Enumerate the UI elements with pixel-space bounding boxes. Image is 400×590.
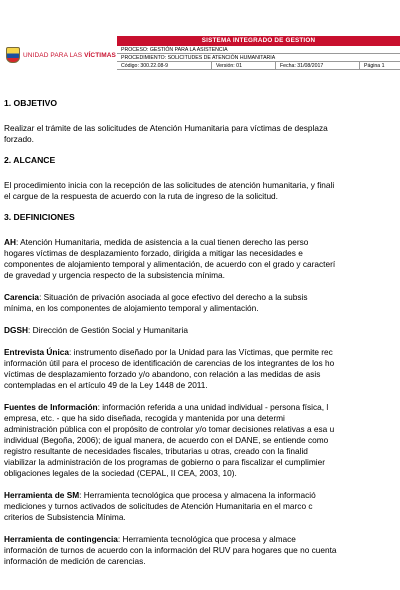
term-carencia: Carencia: [4, 292, 40, 302]
logo-text-bold: VÍCTIMAS: [84, 51, 116, 59]
definition-ah: AH: Atención Humanitaria, medida de asistencia a la cual tienen derecho las perso: [4, 237, 309, 247]
definition-line: mínima, en los componentes de alojamiento temporal y alimentación.: [4, 303, 259, 313]
definition-line: viabilizar la administración de los programas de gobierno o para fiscalizar el cumplimier: [4, 457, 325, 467]
definition-line: empresa, etc. - que ha sido diseñada, recogida y mantenida por una determi: [4, 413, 285, 423]
definition-carencia: Carencia: Situación de privación asociada al goce efectivo del derecho a la subsis: [4, 292, 308, 302]
objetivo-text-line: forzado.: [4, 134, 34, 144]
logo-text-prefix: UNIDAD PARA LAS: [23, 51, 83, 59]
definition-line: individual (Begoña, 2006); de igual manera, de acuerdo con el DANE, se entiende como: [4, 435, 329, 445]
unidad-victimas-logo: [0, 36, 117, 74]
alcance-heading: 2. ALCANCE: [4, 155, 56, 165]
definition-line: registro resultante de necesidades fiscales, tributarias u otras, creado con la finalid: [4, 446, 308, 456]
term-fuentes: Fuentes de Información: [4, 402, 98, 412]
objetivo-text-line: Realizar el trámite de las solicitudes de Atención Humanitaria para víctimas de desplaza: [4, 123, 328, 133]
definiciones-heading: 3. DEFINICIONES: [4, 212, 75, 222]
term-herramienta-sm: Herramienta de SM: [4, 490, 80, 500]
term-ah: AH: [4, 237, 16, 247]
definition-line: información de medición de carencias.: [4, 556, 146, 566]
definition-line: contempladas en el artículo 49 de la Ley 1448 de 2011.: [4, 380, 208, 390]
term-dgsh: DGSH: [4, 325, 28, 335]
pagina-cell: Página 1: [364, 63, 385, 69]
procedimiento-row: PROCEDIMIENTO: SOLICITUDES DE ATENCIÓN HUMANITARIA: [117, 54, 400, 62]
fecha-cell: Fecha: 31/08/2017: [276, 62, 360, 70]
term-herramienta-contingencia: Herramienta de contingencia: [4, 534, 118, 544]
proceso-row: PROCESO: GESTIÓN PARA LA ASISTENCIA: [117, 46, 400, 54]
definition-herramienta-sm: Herramienta de SM: Herramienta tecnológica que procesa y almacena la informació: [4, 490, 316, 500]
definition-fuentes: Fuentes de Información: información referida a una unidad individual - persona física, l: [4, 402, 329, 412]
alcance-text-line: El procedimiento inicia con la recepción de las solicitudes de atención humanitaria, y finali: [4, 180, 335, 190]
definition-line: criterios de Subsistencia Mínima.: [4, 512, 126, 522]
metadata-row: [117, 62, 400, 70]
definition-line: información útil para el proceso de identificación de carencias de los integrantes de los ho: [4, 358, 335, 368]
definition-entrevista: Entrevista Única: instrumento diseñado por la Unidad para las Víctimas, que permite rec: [4, 347, 333, 357]
definition-line: componentes de alojamiento temporal y alimentación, de acuerdo con el grado y caracterí: [4, 259, 336, 269]
definition-line: administración pública con el propósito de controlar y/o tomar decisiones relativas a esa u: [4, 424, 335, 434]
codigo-cell: Código: 300.22.08-9: [117, 62, 212, 70]
objetivo-heading: 1. OBJETIVO: [4, 98, 58, 108]
version-cell: Versión: 01: [212, 62, 276, 70]
alcance-text-line: el cargue de la respuesta de acuerdo con la ruta de ingreso de la solicitud.: [4, 191, 278, 201]
definition-line: obligaciones legales de la sociedad (CEPAL, II CEA, 2003, 10).: [4, 468, 237, 478]
coat-of-arms-icon: [6, 47, 20, 63]
definition-line: información de turnos de acuerdo con la información del RUV para hogares que no cuenta: [4, 545, 337, 555]
definition-dgsh: DGSH: Dirección de Gestión Social y Humanitaria: [4, 325, 188, 335]
definition-herramienta-contingencia: Herramienta de contingencia: Herramienta tecnológica que procesa y almace: [4, 534, 296, 544]
term-entrevista: Entrevista Única: [4, 347, 70, 357]
definition-line: víctimas de desplazamiento forzado y/o abandono, con relación a las medidas de asis: [4, 369, 321, 379]
definition-line: hogares víctimas de desplazamiento forzado, dirigida a mitigar las necesidades e: [4, 248, 303, 258]
definition-line: de gravedad y urgencia respecto de la subsistencia mínima.: [4, 270, 225, 280]
system-title: SISTEMA INTEGRADO DE GESTION: [117, 36, 400, 46]
definition-line: mediciones y turnos activados de solicitudes de Atención Humanitaria en el marco c: [4, 501, 313, 511]
